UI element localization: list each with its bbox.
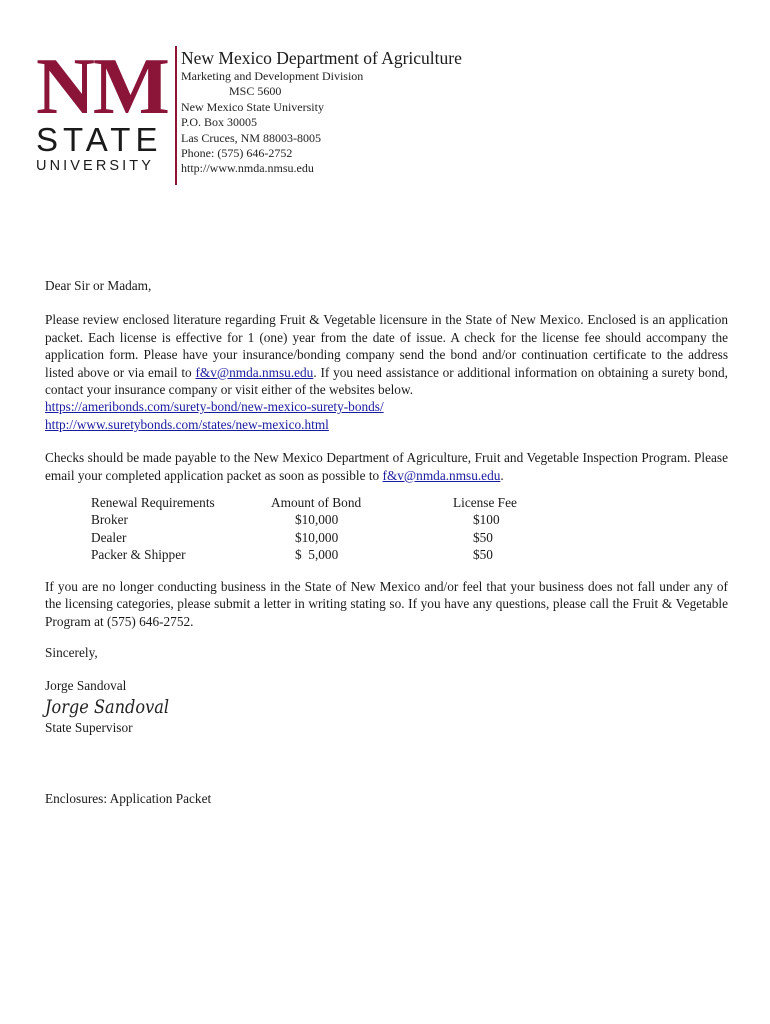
row-bond: $10,000 [295, 529, 339, 545]
header-divider [175, 46, 177, 185]
fee-table [91, 494, 553, 564]
website-line: http://www.nmda.nmsu.edu [181, 161, 314, 176]
table-row [91, 529, 553, 546]
enclosures: Enclosures: Application Packet [45, 791, 212, 807]
paragraph-closing-info: If you are no longer conducting business in the State of New Mexico and/or feel that your business does not fall under any of the licensing categories, please submit a letter in writing stating so. If you have any questions, please call the Fruit & Vegetable Program at (575) 646-2752. [45, 578, 728, 629]
para2-end: . [500, 467, 504, 483]
nmsu-logo [36, 43, 168, 175]
row-fee: $100 [473, 512, 500, 528]
row-category: Broker [91, 512, 128, 528]
msc-line: MSC 5600 [229, 84, 282, 99]
row-category: Dealer [91, 529, 127, 545]
paragraph-licensure [45, 311, 728, 433]
header-bond: Amount of Bond [271, 495, 362, 511]
signer-title: State Supervisor [45, 719, 133, 735]
email-link[interactable]: f&v@nmda.nmsu.edu [195, 364, 314, 380]
logo-nm: NM [36, 43, 168, 131]
table-row [91, 546, 553, 563]
email-link-2[interactable]: f&v@nmda.nmsu.edu [382, 467, 501, 483]
suretybonds-link[interactable]: http://www.suretybonds.com/states/new-mexico.html [45, 416, 329, 432]
row-bond: $10,000 [295, 512, 339, 528]
table-row [91, 511, 553, 528]
row-fee: $50 [473, 547, 493, 563]
para1-text: Please review enclosed literature regarding Fruit & Vegetable licensure in the State of New Mexico. Enclosed is an application packet. Each license is effective for 1 (one) year from the date of issue. A check for the license fee should accompany the application form. Please have your insurance/bonding company send the bond and/or continuation certificate to the address listed above or via email to [45, 312, 728, 380]
division-line: Marketing and Development Division [181, 69, 364, 83]
para2-text: Checks should be made payable to the New Mexico Department of Agriculture, Fruit and Vegetable Inspection Program. Please email your completed application packet as soon as possible to [45, 450, 728, 483]
university-line: New Mexico State University [181, 99, 324, 114]
paragraph-checks [45, 449, 728, 484]
signer-name: Jorge Sandoval [45, 678, 127, 694]
closing: Sincerely, [45, 644, 98, 660]
row-category: Packer & Shipper [91, 547, 186, 563]
para1-text-end: . If you need assistance or additional information on obtaining a surety bond, contact your insurance company or visit either of the websites below. [45, 364, 729, 398]
header-fee: License Fee [453, 495, 517, 511]
letterhead [181, 47, 462, 177]
salutation: Dear Sir or Madam, [45, 278, 152, 293]
table-header-row [91, 494, 553, 511]
row-fee: $50 [473, 529, 493, 545]
logo-state: STATE [36, 121, 163, 158]
letter-body [45, 277, 728, 808]
header-renewal: Renewal Requirements [91, 495, 215, 511]
department-title: New Mexico Department of Agriculture [181, 48, 462, 68]
row-bond: $ 5,000 [295, 547, 339, 563]
city-line: Las Cruces, NM 88003-8005 [181, 130, 321, 145]
po-box-line: P.O. Box 30005 [181, 115, 258, 130]
ameribonds-link[interactable]: https://ameribonds.com/surety-bond/new-mexico-surety-bonds/ [45, 399, 384, 415]
handwritten-signature: Jorge Sandoval [45, 695, 170, 718]
logo-university: UNIVERSITY [36, 158, 155, 174]
phone-line: Phone: (575) 646-2752 [181, 146, 293, 161]
